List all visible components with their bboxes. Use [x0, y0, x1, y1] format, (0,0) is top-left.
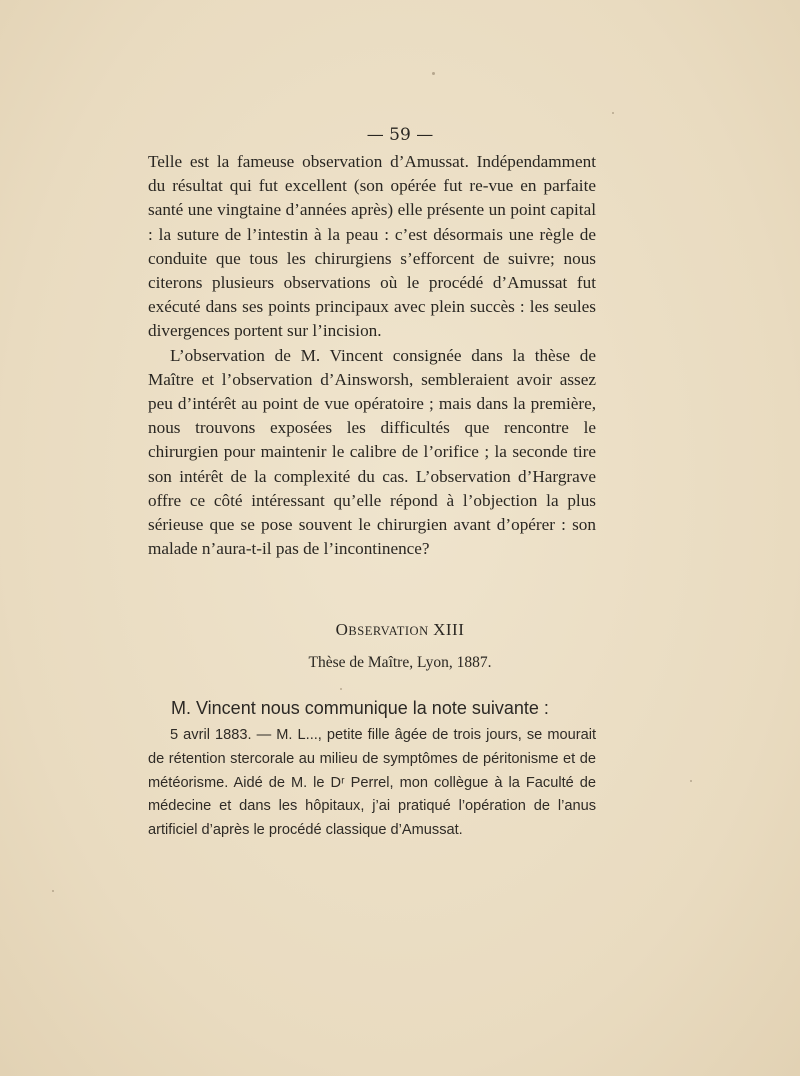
paper-speck: [690, 780, 692, 782]
paper-speck: [52, 890, 54, 892]
paragraph: 5 avril 1883. — M. L..., petite fille âgée de trois jours, se mourait de rétention stercorale au milieu de symptômes de péritonisme et de météorisme. Aidé de M. le Dʳ Perrel, mon collègue à la Faculté de médecine et dans les hôpitaux, j’ai pratiqué l’opération de l’anus artificiel d’après le procédé classique d’Amussat.: [148, 727, 596, 839]
heading-smallcaps: BSERVATION: [348, 624, 429, 638]
observation-body: [148, 724, 596, 843]
observation-source: Thèse de Maître, Lyon, 1887.: [308, 654, 492, 671]
paper-speck: [432, 72, 435, 75]
heading-initial: O: [335, 620, 349, 639]
paragraph: L’observation de M. Vincent consignée dans la thèse de Maître et l’observation d’Ainsworsh, sembleraient avoir assez peu d’intérêt au point de vue opératoire ; mais dans la première, nous trouvons exposées les difficultés que rencontre le chirurgien pour maintenir le calibre de l’orifice ; la seconde tire son intérêt de la complexité du cas. L’observation d’Hargrave offre ce côté intéressant qu’elle répond à l’objection la plus sérieuse que se pose souvent le chirurgien avant d’opérer : son malade n’aura-t-il pas de l’incontinence?: [148, 345, 596, 559]
paper-speck: [340, 688, 342, 690]
page-number: — 59 —: [366, 125, 434, 145]
observation-intro: M. Vincent nous communique la note suivante :: [171, 698, 549, 718]
paragraph: Telle est la fameuse observation d’Amussat. Indépendamment du résultat qui fut excellent (son opérée fut re-vue en parfaite santé une vingtaine d’années après) elle présente un point capital : la suture de l’intestin à la peau : c’est désormais une règle de conduite que tous les chirurgiens s’efforcent de suivre; nous citerons plusieurs observations où le procédé d’Amussat fut exécuté dans ses points principaux avec plein succès : les seules divergences portent sur l’incision.: [148, 152, 596, 341]
main-text: [148, 150, 596, 561]
observation-heading: [0, 620, 800, 640]
paper-speck: [612, 112, 614, 114]
heading-number: XIII: [433, 620, 465, 639]
